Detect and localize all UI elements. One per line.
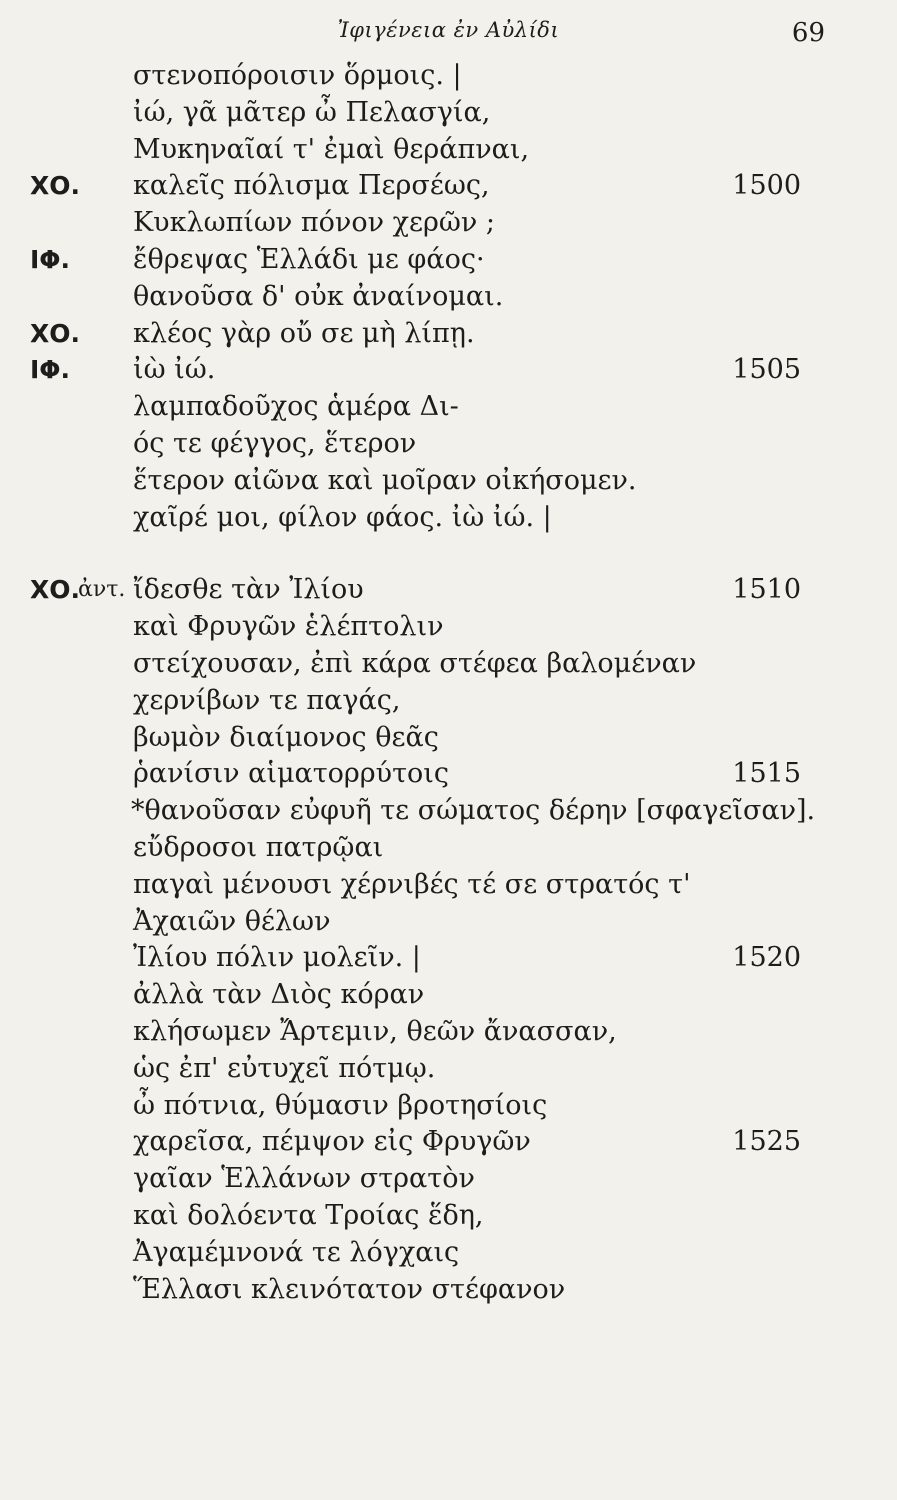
verse-text: στείχουσαν, ἐπὶ κάρα στέφεα βαλομέναν [133, 647, 697, 679]
verse-text: ὦ πότνια, θύμασιν βροτησίοις [133, 1089, 548, 1121]
line-number: 1525 [732, 1126, 801, 1158]
verse-text: χερνίβων τε παγάς, [133, 684, 401, 716]
verse-line [0, 940, 897, 977]
verse-text: βωμὸν διαίμονος θεᾶς [133, 721, 439, 753]
verse-line [0, 1235, 897, 1272]
verse-line [0, 58, 897, 95]
verse-text: *θανοῦσαν εὐφυῆ τε σώματος δέρην [σφαγεῖσαν]. [131, 795, 816, 827]
verse-text: ἰώ, γᾶ μᾶτερ ὦ Πελασγία, [133, 96, 491, 128]
verse-line [0, 793, 897, 830]
verse-text: χαρεῖσα, πέμψον εἰς Φρυγῶν [133, 1126, 531, 1158]
verse-text: Ἀχαιῶν θέλων [133, 905, 331, 937]
speaker-label: ΧΟ. [30, 575, 81, 605]
verse-line [0, 389, 897, 426]
verse-text: εὔδροσοι πατρῷαι [133, 831, 384, 863]
verse-line [0, 904, 897, 941]
verse-line [0, 867, 897, 904]
verse-line [0, 683, 897, 720]
verse-text: γαῖαν Ἑλλάνων στρατὸν [133, 1163, 475, 1195]
verse-text: παγαὶ μένουσι χέρνιβές τέ σε στρατός τ' [133, 868, 691, 900]
verse-text: θανοῦσα δ' οὐκ ἀναίνομαι. [133, 280, 504, 312]
line-number: 1520 [732, 942, 801, 974]
verse-line [0, 1051, 897, 1088]
verse-text: ὡς ἐπ' εὐτυχεῖ πότμῳ. [133, 1052, 436, 1084]
verse-line [0, 242, 897, 279]
speaker-label: ΙΦ. [30, 244, 71, 274]
verse-text: λαμπαδοῦχος ἁμέρα Δι- [133, 391, 459, 423]
verse-text: ἕτερον αἰῶνα καὶ μοῖραν οἰκήσομεν. [133, 464, 637, 496]
verse-line [0, 500, 897, 537]
line-number: 1515 [732, 758, 801, 790]
verse-line [0, 572, 897, 609]
speaker-label: ΧΟ. [30, 171, 81, 201]
verse-text: ἴδεσθε τὰν Ἰλίου [133, 574, 364, 606]
verse-line [0, 609, 897, 646]
verse-text: καὶ δολόεντα Τροίας ἕδη, [133, 1199, 484, 1231]
verse-line [0, 279, 897, 316]
verse-line [0, 168, 897, 205]
verse-line [0, 756, 897, 793]
verse-text: ός τε φέγγος, ἕτερον [133, 427, 417, 459]
running-head-title: Ἰφιγένεια ἐν Αὐλίδι [337, 18, 560, 42]
verse-line [0, 720, 897, 757]
verse-line [0, 426, 897, 463]
strophe-marker: ἀντ. [78, 577, 126, 603]
verse-text: Μυκηναῖαί τ' ἐμαὶ θεράπναι, [133, 133, 530, 165]
line-number: 1505 [732, 354, 801, 386]
verse-text: κλήσωμεν Ἄρτεμιν, θεῶν ἄνασσαν, [133, 1015, 617, 1047]
verse-text: κλέος γὰρ οὔ σε μὴ λίπῃ. [133, 317, 475, 349]
verse-line [0, 1161, 897, 1198]
line-number: 1510 [732, 574, 801, 606]
verse-text: ἰὼ ἰώ. [133, 354, 216, 386]
verse-text: Κυκλωπίων πόνον χερῶν ; [133, 207, 495, 239]
verse-text: Ἀγαμέμνονά τε λόγχαις [133, 1236, 460, 1268]
verse-text: καὶ Φρυγῶν ἑλέπτολιν [133, 611, 444, 643]
verse-line [0, 352, 897, 389]
verse-line [0, 1088, 897, 1125]
verse-line [0, 1014, 897, 1051]
verse-text: ῥανίσιν αἱματορρύτοις [133, 758, 449, 790]
verse-line [0, 95, 897, 132]
verse-line [0, 977, 897, 1014]
verse-line [0, 1124, 897, 1161]
speaker-label: ΙΦ. [30, 355, 71, 385]
speaker-label: ΧΟ. [30, 318, 81, 348]
verse-line [0, 463, 897, 500]
verse-line [0, 646, 897, 683]
verse-line [0, 132, 897, 169]
verse-text: καλεῖς πόλισμα Περσέως, [133, 170, 490, 202]
verse-text: Ἕλλασι κλεινότατον στέφανον [133, 1273, 566, 1305]
verse-text: ἀλλὰ τὰν Διὸς κόραν [133, 979, 425, 1011]
verse-text: ἔθρεψας Ἑλλάδι με φάος· [133, 243, 485, 275]
page-number: 69 [791, 18, 825, 48]
verse-text: Ἰλίου πόλιν μολεῖν. | [133, 942, 421, 974]
line-number: 1500 [732, 170, 801, 202]
verse-lines [0, 58, 897, 1308]
verse-text: χαῖρέ μοι, φίλον φάος. ἰὼ ἰώ. | [133, 501, 552, 533]
verse-text: στενοπόροισιν ὅρμοις. | [133, 60, 462, 91]
verse-line [0, 205, 897, 242]
verse-line [0, 830, 897, 867]
verse-line [0, 1198, 897, 1235]
verse-line [0, 1272, 897, 1309]
verse-line [0, 316, 897, 353]
